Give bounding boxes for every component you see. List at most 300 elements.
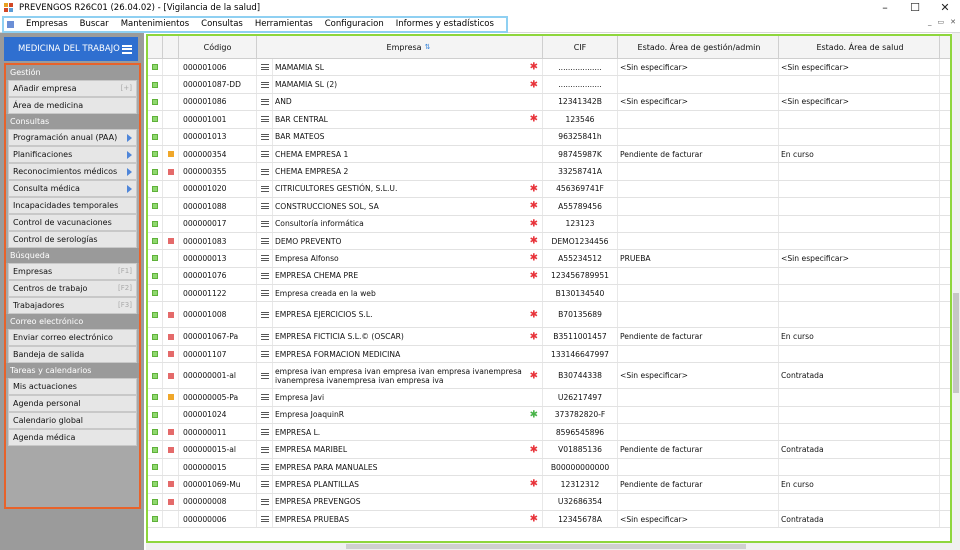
row-check[interactable] — [148, 146, 163, 162]
header-spacer — [257, 36, 273, 58]
sidebar-item[interactable] — [8, 412, 137, 429]
empresa-name: EMPRESA PARA MANUALES — [275, 462, 378, 472]
active-indicator-icon — [152, 394, 158, 400]
row-menu[interactable] — [257, 163, 273, 179]
row-check[interactable] — [148, 111, 163, 127]
row-menu[interactable] — [257, 346, 273, 362]
table-row[interactable] — [148, 250, 950, 267]
cell-admin-status: Pendiente de facturar — [618, 441, 779, 457]
row-menu[interactable] — [257, 94, 273, 110]
shortcut-key: [F1] — [118, 267, 132, 275]
cell-admin-status: Pendiente de facturar — [618, 476, 779, 492]
window-controls — [870, 0, 960, 16]
row-menu-icon[interactable] — [261, 151, 269, 157]
sidebar-section-title: Búsqueda — [6, 248, 139, 263]
sidebar-section-title: Gestión — [6, 65, 139, 80]
sidebar-item[interactable] — [8, 280, 137, 297]
cell-admin-status: <Sin especificar> — [618, 94, 779, 110]
sidebar-item-label: Control de vacunaciones — [13, 218, 112, 227]
row-menu[interactable] — [257, 59, 273, 75]
mdi-minimize-button[interactable]: _ — [928, 18, 932, 26]
cell-empresa — [273, 441, 543, 457]
menu-empresas[interactable]: Empresas — [26, 19, 68, 29]
cell-codigo: 000001006 — [179, 59, 257, 75]
cell-admin-status — [618, 233, 779, 249]
cell-cif: 133146647997 — [543, 346, 618, 362]
sidebar-section-title: Correo electrónico — [6, 314, 139, 329]
table-row[interactable] — [148, 346, 950, 363]
row-check[interactable] — [148, 424, 163, 440]
sidebar-item[interactable] — [8, 80, 137, 97]
row-menu[interactable] — [257, 459, 273, 475]
cell-cif: 12345678A — [543, 511, 618, 527]
cell-health-status — [779, 424, 940, 440]
table-row[interactable] — [148, 328, 950, 345]
row-menu-icon[interactable] — [261, 312, 269, 318]
row-menu-icon[interactable] — [261, 273, 269, 279]
row-menu-icon[interactable] — [261, 516, 269, 522]
table-row[interactable] — [148, 441, 950, 458]
sidebar-item[interactable] — [8, 163, 137, 180]
row-check[interactable] — [148, 459, 163, 475]
sidebar-item-label: Calendario global — [13, 416, 84, 425]
sidebar-item-label: Mis actuaciones — [13, 382, 77, 391]
cell-health-status — [779, 302, 940, 327]
active-indicator-icon — [152, 203, 158, 209]
asterisk-icon: ✱ — [529, 61, 538, 73]
active-indicator-icon — [152, 238, 158, 244]
row-menu-icon[interactable] — [261, 169, 269, 175]
row-menu[interactable] — [257, 494, 273, 510]
cell-admin-status: <Sin especificar> — [618, 363, 779, 388]
cell-cif: 8596545896 — [543, 424, 618, 440]
row-check[interactable] — [148, 511, 163, 527]
cell-health-status — [779, 76, 940, 92]
sidebar-item-label: Trabajadores — [13, 301, 65, 310]
cell-codigo: 000001107 — [179, 346, 257, 362]
cell-admin-status: Pendiente de facturar — [618, 328, 779, 344]
table-row[interactable] — [148, 76, 950, 93]
cell-codigo: 000000008 — [179, 494, 257, 510]
sidebar-title: MEDICINA DEL TRABAJO — [18, 44, 120, 54]
menu-bar — [0, 16, 960, 33]
table-row[interactable] — [148, 424, 950, 441]
header-empresa[interactable] — [273, 36, 543, 58]
cell-cif: 456369741F — [543, 181, 618, 197]
sidebar-item-label: Reconocimientos médicos — [13, 167, 118, 176]
sidebar-item[interactable] — [8, 129, 137, 146]
row-menu-icon[interactable] — [261, 447, 269, 453]
cell-health-status: En curso — [779, 476, 940, 492]
cell-codigo: 000001086 — [179, 94, 257, 110]
row-check[interactable] — [148, 198, 163, 214]
row-status — [163, 476, 179, 492]
status-indicator-icon — [168, 429, 174, 435]
submenu-arrow-icon — [127, 134, 132, 142]
sidebar-item[interactable] — [8, 146, 137, 163]
row-menu[interactable] — [257, 511, 273, 527]
shortcut-key: [F3] — [118, 301, 132, 309]
empresa-name: empresa ivan empresa ivan empresa ivan empresa ivanempresa ivanempresa ivanempresa ivan empresa iva — [275, 366, 522, 385]
row-check[interactable] — [148, 268, 163, 284]
cell-cif: B00000000000 — [543, 459, 618, 475]
cell-codigo: 000001083 — [179, 233, 257, 249]
row-menu-icon[interactable] — [261, 499, 269, 505]
cell-empresa — [273, 198, 543, 214]
document-icon[interactable] — [7, 21, 14, 28]
cell-cif: V01885136 — [543, 441, 618, 457]
row-menu-icon[interactable] — [261, 481, 269, 487]
row-menu-icon[interactable] — [261, 82, 269, 88]
row-menu-icon[interactable] — [261, 290, 269, 296]
cell-health-status — [779, 389, 940, 405]
cell-cif: B3511001457 — [543, 328, 618, 344]
sidebar-item[interactable] — [8, 180, 137, 197]
row-menu[interactable] — [257, 407, 273, 423]
vertical-scrollbar[interactable] — [952, 33, 960, 550]
cell-admin-status — [618, 424, 779, 440]
cell-health-status — [779, 163, 940, 179]
status-indicator-icon — [168, 312, 174, 318]
sidebar-item-label: Añadir empresa — [13, 84, 77, 93]
row-menu[interactable] — [257, 111, 273, 127]
sidebar-item[interactable] — [8, 297, 137, 314]
active-indicator-icon — [152, 99, 158, 105]
cell-cif: DEMO1234456 — [543, 233, 618, 249]
cell-cif: .................. — [543, 76, 618, 92]
row-menu[interactable] — [257, 285, 273, 301]
cell-health-status — [779, 268, 940, 284]
row-menu-icon[interactable] — [261, 186, 269, 192]
active-indicator-icon — [152, 499, 158, 505]
cell-cif: 123456789951 — [543, 268, 618, 284]
row-menu-icon[interactable] — [261, 429, 269, 435]
row-check[interactable] — [148, 94, 163, 110]
row-status — [163, 389, 179, 405]
row-menu-icon[interactable] — [261, 412, 269, 418]
row-menu[interactable] — [257, 268, 273, 284]
cell-health-status: <Sin especificar> — [779, 94, 940, 110]
row-check[interactable] — [148, 494, 163, 510]
row-menu[interactable] — [257, 363, 273, 388]
empresa-name: EMPRESA FORMACION MEDICINA — [275, 349, 401, 359]
cell-cif: 33258741A — [543, 163, 618, 179]
row-check[interactable] — [148, 363, 163, 388]
sidebar-item[interactable] — [8, 395, 137, 412]
row-menu[interactable] — [257, 181, 273, 197]
row-check[interactable] — [148, 76, 163, 92]
asterisk-icon: ✱ — [529, 113, 538, 125]
row-menu-icon[interactable] — [261, 116, 269, 122]
sidebar-item[interactable] — [8, 97, 137, 114]
row-check[interactable] — [148, 476, 163, 492]
row-status — [163, 59, 179, 75]
cell-codigo: 000001067-Pa — [179, 328, 257, 344]
sort-icon[interactable]: ⇅ — [424, 43, 431, 51]
cell-health-status: En curso — [779, 328, 940, 344]
row-menu-icon[interactable] — [261, 99, 269, 105]
asterisk-icon: ✱ — [529, 409, 538, 421]
mdi-close-button[interactable]: ✕ — [950, 18, 956, 26]
cell-admin-status — [618, 76, 779, 92]
menu-mantenimientos[interactable]: Mantenimientos — [120, 19, 190, 29]
sidebar-item[interactable] — [8, 263, 137, 280]
row-menu-icon[interactable] — [261, 373, 269, 379]
cell-health-status — [779, 216, 940, 232]
asterisk-icon: ✱ — [529, 252, 538, 264]
horizontal-scrollbar[interactable] — [146, 543, 952, 550]
status-indicator-icon — [168, 334, 174, 340]
cell-cif: 96325841h — [543, 129, 618, 145]
asterisk-icon: ✱ — [529, 331, 538, 343]
row-menu[interactable] — [257, 328, 273, 344]
row-menu[interactable] — [257, 441, 273, 457]
table-row[interactable] — [148, 146, 950, 163]
cell-codigo: 000000355 — [179, 163, 257, 179]
cell-cif: 123546 — [543, 111, 618, 127]
cell-admin-status — [618, 494, 779, 510]
row-check[interactable] — [148, 250, 163, 266]
row-check[interactable] — [148, 285, 163, 301]
row-menu-icon[interactable] — [261, 238, 269, 244]
active-indicator-icon — [152, 516, 158, 522]
cell-codigo: 000000001-al — [179, 363, 257, 388]
row-check[interactable] — [148, 129, 163, 145]
cell-cif: B130134540 — [543, 285, 618, 301]
empresa-name: CONSTRUCCIONES SOL, SA — [275, 201, 379, 211]
main-area — [144, 33, 960, 550]
row-check[interactable] — [148, 346, 163, 362]
active-indicator-icon — [152, 134, 158, 140]
minimize-button[interactable]: – — [882, 1, 888, 14]
row-check[interactable] — [148, 389, 163, 405]
row-status — [163, 459, 179, 475]
row-menu[interactable] — [257, 146, 273, 162]
row-menu[interactable] — [257, 198, 273, 214]
table-row[interactable] — [148, 511, 950, 528]
empresa-name: Empresa Alfonso — [275, 253, 339, 263]
active-indicator-icon — [152, 221, 158, 227]
row-status — [163, 216, 179, 232]
active-indicator-icon — [152, 273, 158, 279]
cell-empresa — [273, 302, 543, 327]
status-indicator-icon — [168, 481, 174, 487]
table-row[interactable] — [148, 459, 950, 476]
table-row[interactable] — [148, 494, 950, 511]
row-menu-icon[interactable] — [261, 334, 269, 340]
cell-cif: B30744338 — [543, 363, 618, 388]
row-menu[interactable] — [257, 129, 273, 145]
cell-empresa — [273, 328, 543, 344]
cell-admin-status — [618, 459, 779, 475]
row-menu-icon[interactable] — [261, 464, 269, 470]
sidebar-item[interactable] — [8, 197, 137, 214]
cell-codigo: 000001024 — [179, 407, 257, 423]
submenu-arrow-icon — [127, 151, 132, 159]
row-menu[interactable] — [257, 302, 273, 327]
menu-informes[interactable]: Informes y estadísticos — [395, 19, 494, 29]
cell-empresa — [273, 76, 543, 92]
table-row[interactable] — [148, 163, 950, 180]
row-check[interactable] — [148, 163, 163, 179]
asterisk-icon: ✱ — [529, 200, 538, 212]
active-indicator-icon — [152, 373, 158, 379]
cell-admin-status — [618, 129, 779, 145]
row-status — [163, 285, 179, 301]
row-check[interactable] — [148, 181, 163, 197]
cell-admin-status — [618, 268, 779, 284]
asterisk-icon: ✱ — [529, 183, 538, 195]
cell-health-status: <Sin especificar> — [779, 250, 940, 266]
sidebar-item[interactable] — [8, 346, 137, 363]
row-status — [163, 129, 179, 145]
h-scrollbar-thumb[interactable] — [346, 544, 746, 549]
cell-empresa — [273, 511, 543, 527]
cell-admin-status — [618, 111, 779, 127]
cell-admin-status — [618, 346, 779, 362]
cell-cif: A55789456 — [543, 198, 618, 214]
menu-consultas[interactable]: Consultas — [201, 19, 243, 29]
scrollbar-thumb[interactable] — [953, 293, 959, 393]
sidebar-item[interactable] — [8, 429, 137, 446]
sidebar-item-label: Incapacidades temporales — [13, 201, 119, 210]
table-row[interactable] — [148, 302, 950, 328]
table-row[interactable] — [148, 129, 950, 146]
sidebar-item[interactable] — [8, 231, 137, 248]
table-row[interactable] — [148, 181, 950, 198]
row-menu-icon[interactable] — [261, 221, 269, 227]
row-check[interactable] — [148, 302, 163, 327]
active-indicator-icon — [152, 351, 158, 357]
row-menu[interactable] — [257, 76, 273, 92]
row-status — [163, 111, 179, 127]
row-menu[interactable] — [257, 216, 273, 232]
sidebar-item[interactable] — [8, 214, 137, 231]
row-check[interactable] — [148, 441, 163, 457]
active-indicator-icon — [152, 255, 158, 261]
row-check[interactable] — [148, 59, 163, 75]
active-indicator-icon — [152, 447, 158, 453]
row-menu[interactable] — [257, 233, 273, 249]
row-menu-icon[interactable] — [261, 351, 269, 357]
cell-empresa — [273, 363, 543, 388]
cell-cif: .................. — [543, 59, 618, 75]
table-row[interactable] — [148, 198, 950, 215]
cell-codigo: 000000354 — [179, 146, 257, 162]
active-indicator-icon — [152, 64, 158, 70]
row-menu-icon[interactable] — [261, 394, 269, 400]
header-codigo[interactable]: Código — [179, 36, 257, 58]
table-row[interactable] — [148, 233, 950, 250]
table-row[interactable] — [148, 389, 950, 406]
asterisk-icon: ✱ — [529, 79, 538, 91]
header-admin-status[interactable]: Estado. Área de gestión/admin — [618, 36, 779, 58]
row-check[interactable] — [148, 328, 163, 344]
close-button[interactable]: ✕ — [940, 1, 950, 14]
asterisk-icon: ✱ — [529, 513, 538, 525]
cell-health-status — [779, 407, 940, 423]
table-row[interactable] — [148, 268, 950, 285]
header-cif[interactable]: CIF — [543, 36, 618, 58]
row-menu-icon[interactable] — [261, 134, 269, 140]
row-check[interactable] — [148, 407, 163, 423]
active-indicator-icon — [152, 151, 158, 157]
row-check[interactable] — [148, 233, 163, 249]
table-row[interactable] — [148, 111, 950, 128]
active-indicator-icon — [152, 412, 158, 418]
cell-admin-status — [618, 285, 779, 301]
header-empresa-label: Empresa — [386, 42, 422, 52]
active-indicator-icon — [152, 290, 158, 296]
main-menu — [2, 16, 508, 33]
row-menu[interactable] — [257, 250, 273, 266]
cell-cif: U32686354 — [543, 494, 618, 510]
cell-health-status: <Sin especificar> — [779, 59, 940, 75]
row-menu[interactable] — [257, 424, 273, 440]
row-menu-icon[interactable] — [261, 255, 269, 261]
active-indicator-icon — [152, 464, 158, 470]
cell-health-status: Contratada — [779, 363, 940, 388]
status-indicator-icon — [168, 447, 174, 453]
cell-codigo: 000001013 — [179, 129, 257, 145]
cell-codigo: 000000005-Pa — [179, 389, 257, 405]
row-menu[interactable] — [257, 476, 273, 492]
header-check — [148, 36, 163, 58]
sidebar-item[interactable] — [8, 378, 137, 395]
active-indicator-icon — [152, 334, 158, 340]
table-row[interactable] — [148, 363, 950, 389]
sidebar-item-label: Área de medicina — [13, 101, 84, 110]
sidebar-item-label: Agenda médica — [13, 433, 76, 442]
row-status — [163, 233, 179, 249]
row-status — [163, 511, 179, 527]
cell-health-status — [779, 285, 940, 301]
menu-configuracion[interactable]: Configuracion — [324, 19, 384, 29]
table-row[interactable] — [148, 216, 950, 233]
header-health-status[interactable]: Estado. Área de salud — [779, 36, 940, 58]
cell-cif: 12341342B — [543, 94, 618, 110]
table-row[interactable] — [148, 407, 950, 424]
table-row[interactable] — [148, 285, 950, 302]
row-menu-icon[interactable] — [261, 64, 269, 70]
sidebar-item[interactable] — [8, 329, 137, 346]
header-status — [163, 36, 179, 58]
mdi-restore-button[interactable]: ▭ — [937, 18, 945, 26]
empresa-name: CHEMA EMPRESA 2 — [275, 167, 349, 177]
sidebar-item-label: Bandeja de salida — [13, 350, 85, 359]
menu-herramientas[interactable]: Herramientas — [254, 19, 313, 29]
cell-cif: 123123 — [543, 216, 618, 232]
empresa-name: Empresa Javi — [275, 392, 325, 402]
row-menu[interactable] — [257, 389, 273, 405]
hamburger-menu-icon[interactable] — [122, 45, 132, 54]
shortcut-key: [+] — [120, 84, 132, 92]
table-row[interactable] — [148, 94, 950, 111]
sidebar-panel — [4, 63, 141, 509]
maximize-button[interactable]: ☐ — [910, 1, 920, 14]
cell-codigo: 000001076 — [179, 268, 257, 284]
row-menu-icon[interactable] — [261, 203, 269, 209]
menu-buscar[interactable]: Buscar — [79, 19, 109, 29]
active-indicator-icon — [152, 116, 158, 122]
cell-empresa — [273, 216, 543, 232]
cell-codigo: 000001008 — [179, 302, 257, 327]
table-row[interactable] — [148, 476, 950, 493]
table-row[interactable] — [148, 59, 950, 76]
cell-empresa — [273, 268, 543, 284]
sidebar-item-label: Agenda personal — [13, 399, 81, 408]
row-check[interactable] — [148, 216, 163, 232]
